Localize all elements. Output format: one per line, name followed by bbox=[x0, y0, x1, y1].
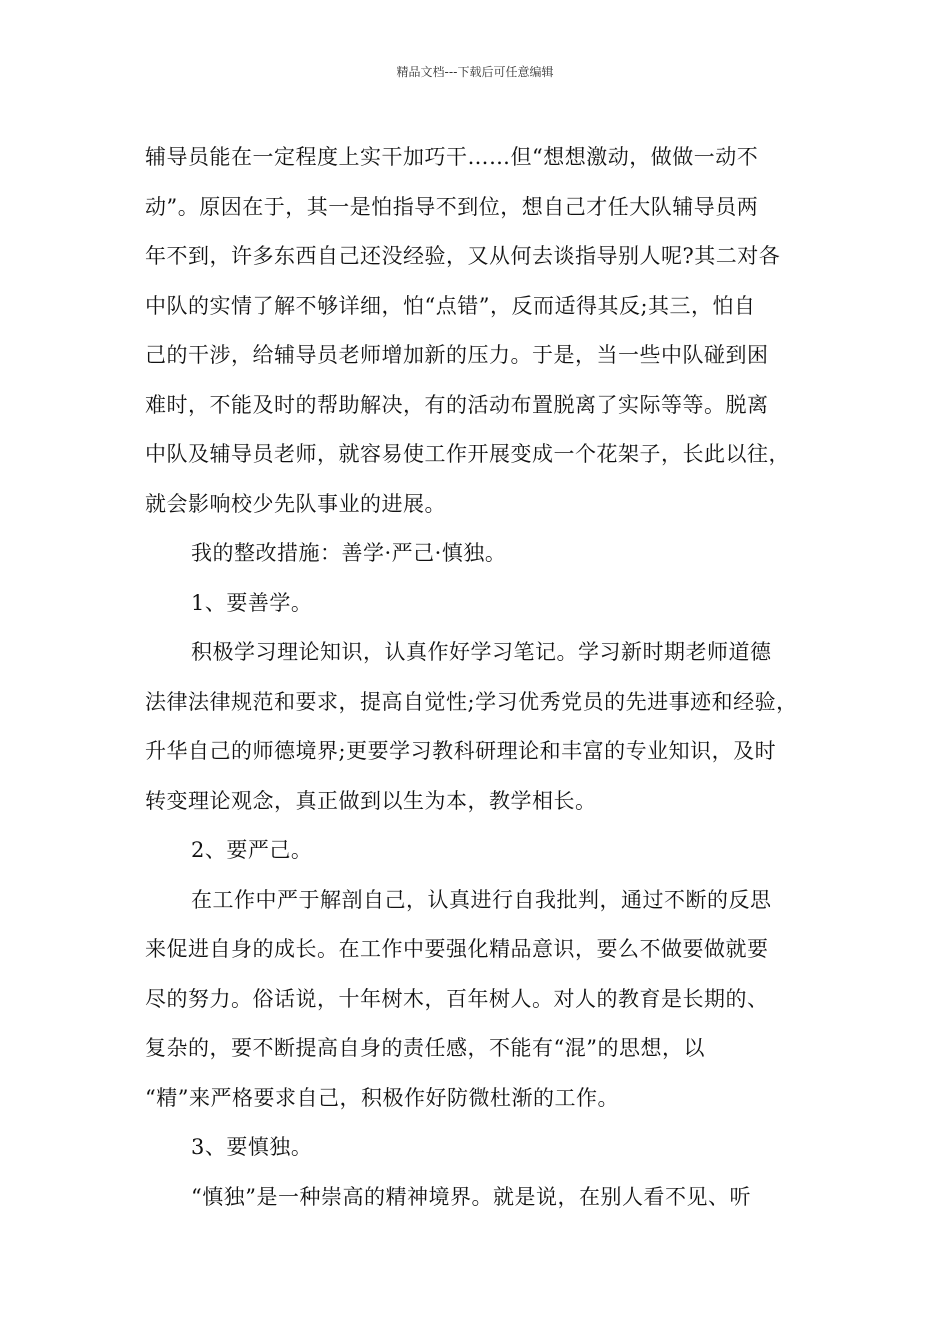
section-heading-3: 3、要慎独。 bbox=[191, 1135, 313, 1159]
body-line: 己的干涉，给辅导员老师增加新的压力。于是，当一些中队碰到困 bbox=[145, 343, 769, 367]
section-heading-1: 1、要善学。 bbox=[191, 590, 313, 615]
body-line: 中队的实情了解不够详细，怕“点错”，反而适得其反;其三，怕自 bbox=[145, 293, 756, 318]
body-line: 动”。原因在于，其一是怕指导不到位，想自己才任大队辅导员两 bbox=[145, 194, 759, 219]
body-line: 尽的努力。俗话说，十年树木，百年树人。对人的教育是长期的、 bbox=[145, 986, 769, 1011]
body-line: 转变理论观念，真正做到以生为本，教学相长。 bbox=[145, 788, 597, 813]
body-line: 难时，不能及时的帮助解决，有的活动布置脱离了实际等等。脱离 bbox=[145, 392, 769, 417]
body-line: 年不到，许多东西自己还没经验，又从何去谈指导别人呢?其二对各 bbox=[145, 244, 781, 268]
body-line: 中队及辅导员老师，就容易使工作开展变成一个花架子，长此以往， bbox=[145, 442, 790, 466]
page-header: 精品文档---下载后可任意编辑 bbox=[396, 65, 554, 79]
body-line: 积极学习理论知识，认真作好学习笔记。学习新时期老师道德 bbox=[191, 640, 772, 664]
body-line: 辅导员能在一定程度上实干加巧干……但“想想激动，做做一动不 bbox=[145, 145, 759, 169]
body-line: “慎独”是一种崇高的精神境界。就是说，在别人看不见、听 bbox=[191, 1184, 751, 1209]
body-line: 在工作中严于解剖自己，认真进行自我批判，通过不断的反思 bbox=[191, 887, 772, 912]
body-line: 法律法律规范和要求，提高自觉性;学习优秀党员的先进事迹和经验， bbox=[145, 689, 798, 714]
body-line: 升华自己的师德境界;更要学习教科研理论和丰富的专业知识，及时 bbox=[145, 739, 777, 763]
section-heading-2: 2、要严己。 bbox=[191, 838, 313, 862]
document-body bbox=[145, 133, 825, 1222]
body-line: 就会影响校少先队事业的进展。 bbox=[145, 491, 446, 516]
body-line: 来促进自身的成长。在工作中要强化精品意识，要么不做要做就要 bbox=[145, 937, 769, 961]
body-line: “精”来严格要求自己，积极作好防微杜渐的工作。 bbox=[145, 1085, 619, 1110]
section-intro: 我的整改措施：善学·严己·慎独。 bbox=[191, 541, 507, 565]
body-line: 复杂的，要不断提高自身的责任感，不能有“混”的思想，以 bbox=[145, 1036, 705, 1060]
